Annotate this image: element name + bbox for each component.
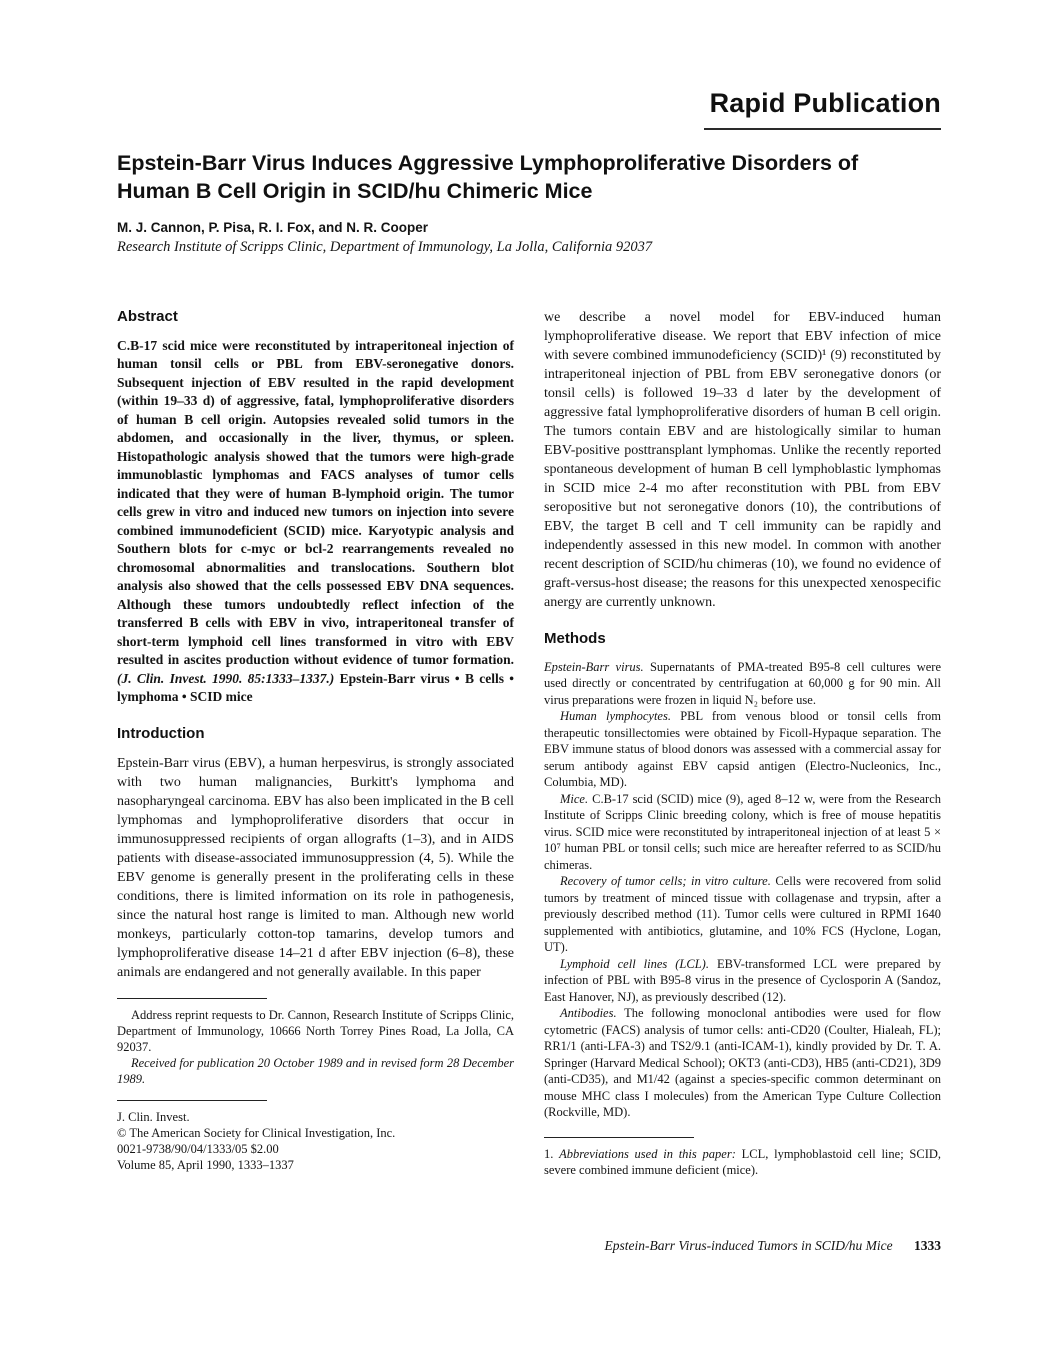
- two-column-body: [117, 308, 941, 1178]
- abbreviations-lead: Abbreviations used in this paper:: [559, 1146, 736, 1161]
- abbreviations-text: LCL, lymphoblastoid cell line; SCID, severe combined immune deficient (mice).: [544, 1146, 942, 1177]
- methods-paragraph-virus: [544, 659, 941, 709]
- right-column: [544, 308, 941, 1178]
- introduction-paragraph: Epstein-Barr virus (EBV), a human herpesvirus, is strongly associated with two human malignancies, Burkitt's lymphoma and nasopharyngeal carcinoma. EBV has also been implicated in the B cell lymphomas and lymphoproliferative disorders that occur in immunosuppressed recipients of organ allografts (1–3), and in AIDS patients with disease-associated immunosuppression (4, 5). While the EBV genome is generally present in the proliferating cells in these conditions, there is limited information on its role in pathogenesis, since the natural host range is limited to man. Although new world monkeys, particularly cotton-top tamarins, develop tumors and lymphoproliferative disease 14–21 d after EBV injection (6–8), these animals are endangered and not generally available. In this paper: [117, 755, 514, 980]
- methods-lead-mice: Mice.: [560, 791, 589, 806]
- methods-lead-antibodies: Antibodies.: [560, 1006, 617, 1021]
- introduction-heading: Introduction: [117, 724, 205, 742]
- methods-text-recovery: Cells were recovered from solid tumors by treatment of minced tissue with collagenase and trypsin, after a previously described method (11). Tumor cells were cultured in RPMI 1640 supplemented with antibiotics, glutamine, and 10% FCS (Hyclone, Logan, UT).: [544, 874, 942, 955]
- methods-text-antibodies: The following monoclonal antibodies were used for flow cytometric (FACS) analysis of tumor cells: anti-CD20 (Coulter, Hialeah, FL); RR1/1 (anti-LFA-3) and TS2/9.1 (anti-ICAM-1), kindly provided by Dr. T. A. Springer (Harvard Medical School); OKT3 (anti-CD3), HB5 (anti-CD21), 3D9 (anti-CD35), and M1/42 (against a species-specific common determinant on mouse MHC class I molecules) from the American Type Culture Collection (Rockville, MD).: [544, 1006, 941, 1120]
- abstract-heading: Abstract: [117, 307, 178, 325]
- abstract-text: C.B-17 scid mice were reconstituted by intraperitoneal injection of human tonsil cells or PBL from EBV-seronegative donors. Subsequent injection of EBV resulted in the rapid development (within 19–33 d) of aggressive, fatal, lymphoproliferative disorders of human B cell origin. Autopsies revealed solid tumors in the abdomen, and occasionally in the liver, thymus, or spleen. Histopathologic analysis showed that the tumors were high-grade immunoblastic lymphomas and FACS analyses of tumor cells indicated that they were of human B-lymphoid origin. The tumor cells grew in vitro and induced new tumors on injection into severe combined immunodeficient (SCID) mice. Karyotypic analysis and Southern blots for c-myc or bcl-2 rearrangements revealed no chromosomal abnormalities and translocations. Southern blot analysis also showed that the cells possessed EBV DNA sequences. Although these tumors undoubtedly reflect infection of the transferred B cells with EBV in vivo, intraperitoneal transfer of short-term lymphoid cell lines transformed in vitro with EBV resulted in ascites production without evidence of tumor formation.: [117, 337, 514, 668]
- article-title: Epstein-Barr Virus Induces Aggressive Lymphoproliferative Disorders of Human B Cell Origin in SCID/hu Chimeric Mice: [117, 151, 859, 203]
- methods-text-mice: C.B-17 scid (SCID) mice (9), aged 8–12 w, were from the Research Institute of Scripps Clinic breeding colony, which is free of mouse hepatitis virus. SCID mice were reconstituted by intraperitoneal injection of at least 5 × 10⁷ human PBL or tonsil cells; such mice are hereafter referred to as SCID/hu chimeras.: [544, 791, 942, 872]
- received-dates-footnote: Received for publication 20 October 1989 and in revised form 28 December 1989.: [117, 1055, 514, 1086]
- abstract-citation: (J. Clin. Invest. 1990. 85:1333–1337.): [117, 670, 335, 686]
- kicker-rule: [704, 128, 941, 130]
- section-kicker: Rapid Publication: [709, 88, 941, 118]
- masthead: [117, 88, 941, 130]
- imprint-rule: [117, 1100, 267, 1101]
- methods-text-virus: Supernatants of PMA-treated B95-8 cell cultures were used directly or concentrated by centrifugation at 60,000 g for 90 min. All virus preparations were frozen in liquid N₂ before use.: [544, 659, 941, 707]
- methods-paragraph-antibodies: [544, 1005, 941, 1121]
- methods-text-lymphocytes: PBL from venous blood or tonsil cells from therapeutic tonsillectomies were obtained by Ficoll-Hypaque separation. The EBV immune status of blood donors was assessed with a commercial assay for serum antibody against EBV capsid antigen (Electro-Nucleonics, Inc., Columbia, MD).: [544, 709, 942, 790]
- abbreviations-footnote: [544, 1146, 941, 1178]
- imprint-volume-line: Volume 85, April 1990, 1333–1337: [117, 1157, 294, 1172]
- methods-paragraph-lcl: [544, 956, 941, 1006]
- reprint-address-footnote: Address reprint requests to Dr. Cannon, Research Institute of Scripps Clinic, Department of Immunology, 10666 North Torrey Pines Road, La Jolla, CA 92037.: [117, 1007, 514, 1054]
- methods-paragraph-mice: [544, 791, 941, 874]
- footnote-rule: [117, 998, 267, 999]
- left-column: [117, 308, 514, 1178]
- methods-lead-virus: Epstein-Barr virus.: [544, 659, 644, 674]
- methods-heading: Methods: [544, 629, 606, 647]
- title-block: [117, 150, 941, 256]
- affiliation-line: Research Institute of Scripps Clinic, Department of Immunology, La Jolla, California 92037: [117, 238, 653, 255]
- imprint-issn-price: 0021-9738/90/04/1333/05 $2.00: [117, 1141, 279, 1156]
- abbreviations-footnote-block: [544, 1137, 941, 1178]
- journal-imprint-block: [117, 1100, 514, 1173]
- methods-text-lcl: EBV-transformed LCL were prepared by infection of PBL with B95-8 virus in the presence of Cyclosporin A (Sandoz, East Hanover, NJ), as previously described (12).: [544, 956, 941, 1004]
- page-content: [117, 88, 941, 1178]
- imprint-journal-name: J. Clin. Invest.: [117, 1109, 190, 1124]
- running-title: Epstein-Barr Virus-induced Tumors in SCID/hu Mice: [604, 1238, 893, 1253]
- methods-paragraph-recovery: [544, 873, 941, 956]
- abstract-paragraph: [117, 337, 514, 707]
- page-number: 1333: [914, 1238, 941, 1253]
- abbreviations-number: 1.: [544, 1146, 554, 1161]
- methods-lead-lcl: Lymphoid cell lines (LCL).: [560, 956, 709, 971]
- abbreviations-rule: [544, 1137, 694, 1138]
- authors-line: M. J. Cannon, P. Pisa, R. I. Fox, and N. R. Cooper: [117, 219, 429, 235]
- introduction-continuation-paragraph: we describe a novel model for EBV-induced human lymphoproliferative disease. We report that EBV infection of mice with severe combined immunodeficiency (SCID)¹ (9) reconstituted by intraperitoneal injection of PBL from EBV seronegative donors (or tonsil cells) is followed 19–33 d later by the development of aggressive fatal lymphoproliferative disorders of human B cell origin. The tumors contain EBV and are histologically similar to human EBV-positive posttransplant lymphomas. Unlike the recently reported spontaneous development of human B cell lymphoblastic lymphomas in SCID mice 2-4 mo after reconstitution with PBL from EBV seropositive but not seronegative donors (10), the contributions of EBV, the target B cell and T cell immunity can be rapidly and independently assessed in this new model. In common with another recent description of SCID/hu chimeras (10), we found no evidence of graft-versus-host disease; the reasons for this unexpected xenospecific anergy are currently unknown.: [544, 309, 941, 610]
- imprint-copyright: © The American Society for Clinical Investigation, Inc.: [117, 1125, 396, 1140]
- methods-lead-recovery: Recovery of tumor cells; in vitro culture.: [560, 874, 771, 889]
- reprint-footnote-block: [117, 998, 514, 1087]
- methods-paragraph-lymphocytes: [544, 708, 941, 791]
- abstract-keywords: Epstein-Barr virus • B cells • lymphoma • SCID mice: [117, 670, 514, 705]
- running-footer: [605, 1238, 941, 1254]
- methods-lead-lymphocytes: Human lymphocytes.: [560, 709, 671, 724]
